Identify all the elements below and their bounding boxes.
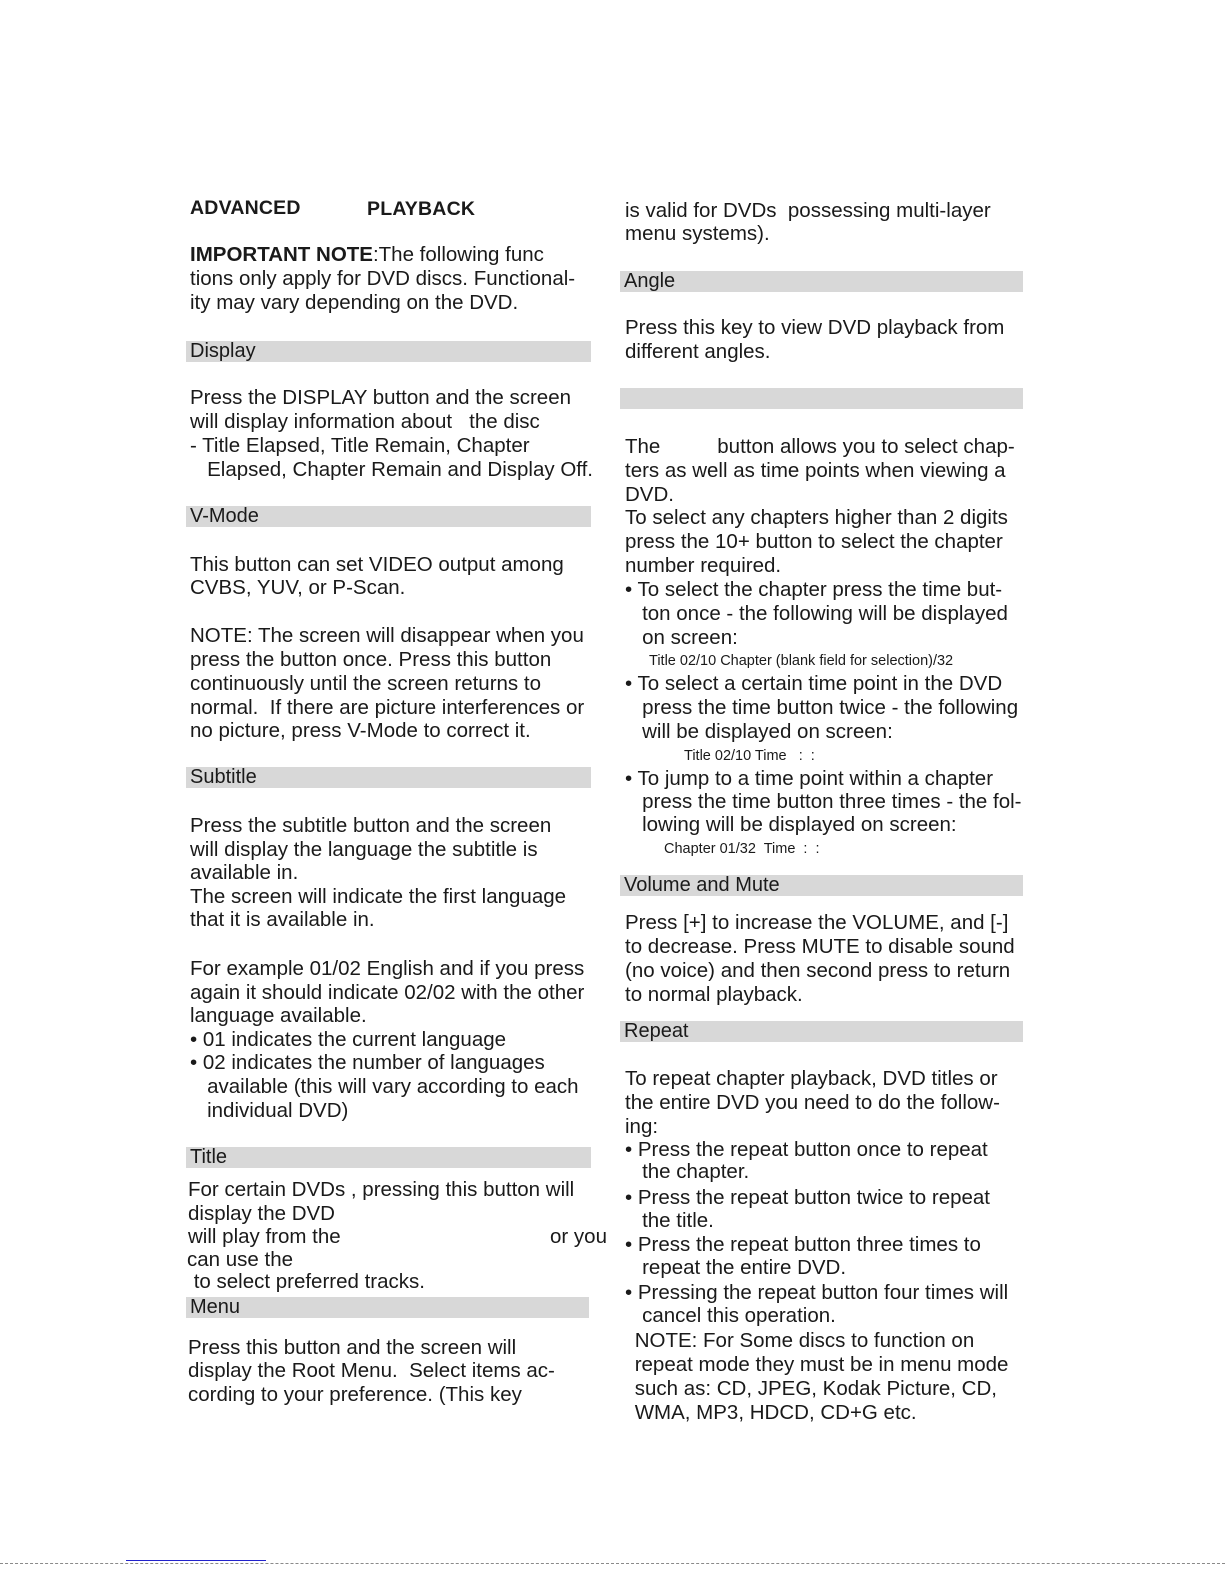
repeat-line: • Press the repeat button twice to repeat (625, 1186, 990, 1209)
time-line: on screen: (625, 626, 738, 649)
time-line: lowing will be displayed on screen: (625, 813, 957, 836)
repeat-line: the title. (625, 1209, 714, 1232)
time-line: press the 10+ button to select the chapter (625, 530, 1003, 553)
section-title-display: Display (190, 340, 256, 362)
time-line: press the time button twice - the following (625, 696, 1019, 719)
menu-cont-line: is valid for DVDs possessing multi-layer (625, 199, 991, 222)
section-bar-time (620, 388, 1023, 409)
title-line: For certain DVDs , pressing this button will (188, 1178, 575, 1201)
subtitle-line: will display the language the subtitle is (190, 838, 538, 861)
time-line: To select any chapters higher than 2 digits (625, 506, 1008, 529)
display-line: Press the DISPLAY button and the screen (190, 386, 572, 409)
title-line: to select preferred tracks. (188, 1270, 425, 1293)
title-line: can use the (187, 1248, 293, 1271)
subtitle-line: For example 01/02 English and if you press (190, 957, 585, 980)
section-title-subtitle: Subtitle (190, 766, 257, 788)
important-note-label: IMPORTANT NOTE (190, 243, 373, 266)
repeat-line: To repeat chapter playback, DVD titles or (625, 1067, 998, 1090)
screen-display-example: Title 02/10 Chapter (blank field for selection)/32 (649, 653, 954, 669)
menu-cont-line: menu systems). (625, 222, 770, 245)
repeat-line: repeat the entire DVD. (625, 1256, 847, 1279)
section-title-vmode: V-Mode (190, 505, 259, 527)
subtitle-line: Press the subtitle button and the screen (190, 814, 552, 837)
vmode-line: press the button once. Press this button (190, 648, 552, 671)
time-line: press the time button three times - the fol- (625, 790, 1022, 813)
important-note-line-1: IMPORTANT NOTE:The following func (190, 243, 544, 266)
important-note-line-3: ity may vary depending on the DVD. (190, 291, 519, 314)
title-line: display the DVD (188, 1202, 335, 1225)
repeat-line: cancel this operation. (625, 1304, 836, 1327)
volume-line: (no voice) and then second press to return (625, 959, 1011, 982)
section-bar-subtitle (186, 767, 591, 788)
section-bar-menu (186, 1297, 589, 1318)
vmode-line: normal. If there are picture interferences or (190, 696, 585, 719)
time-line: • To select the chapter press the time but- (625, 578, 1003, 601)
section-bar-vmode (186, 506, 591, 527)
menu-line: display the Root Menu. Select items ac- (188, 1359, 555, 1382)
menu-line: cording to your preference. (This key (188, 1383, 522, 1406)
page-bottom-border (0, 1563, 1225, 1564)
time-line: • To jump to a time point within a chapter (625, 767, 994, 790)
subtitle-line: language available. (190, 1004, 367, 1027)
section-bar-display (186, 341, 591, 362)
repeat-note-line: NOTE: For Some discs to function on (629, 1329, 975, 1352)
menu-line: Press this button and the screen will (188, 1336, 517, 1359)
repeat-note-line: such as: CD, JPEG, Kodak Picture, CD, (629, 1377, 997, 1400)
subtitle-line: again it should indicate 02/02 with the other (190, 981, 585, 1004)
screen-display-example: Chapter 01/32 Time : : (664, 841, 820, 857)
vmode-line: NOTE: The screen will disappear when you (190, 624, 584, 647)
volume-line: to normal playback. (625, 983, 803, 1006)
section-title-repeat: Repeat (624, 1020, 689, 1042)
heading-advanced: ADVANCED (190, 197, 301, 219)
time-line: The button allows you to select chap- (625, 435, 1015, 458)
subtitle-line: that it is available in. (190, 908, 375, 931)
footer-link-underline (126, 1560, 266, 1561)
display-line: Elapsed, Chapter Remain and Display Off. (190, 458, 593, 481)
time-line: number required. (625, 554, 782, 577)
time-line: will be displayed on screen: (625, 720, 893, 743)
important-note-line-2: tions only apply for DVD discs. Functional- (190, 267, 576, 290)
time-line: ters as well as time points when viewing a (625, 459, 1006, 482)
subtitle-line: available (this will vary according to each (190, 1075, 579, 1098)
repeat-line: • Press the repeat button three times to (625, 1233, 981, 1256)
repeat-line: the chapter. (625, 1160, 750, 1183)
title-line: or you (550, 1225, 607, 1248)
subtitle-line: • 01 indicates the current language (190, 1028, 507, 1051)
subtitle-line: • 02 indicates the number of languages (190, 1051, 545, 1074)
time-line: DVD. (625, 483, 674, 506)
vmode-line: CVBS, YUV, or P-Scan. (190, 576, 406, 599)
title-line: will play from the (188, 1225, 341, 1248)
section-bar-repeat (620, 1021, 1023, 1042)
display-line: - Title Elapsed, Title Remain, Chapter (190, 434, 530, 457)
time-line: ton once - the following will be displayed (625, 602, 1008, 625)
repeat-line: ing: (625, 1115, 659, 1138)
section-title-volume: Volume and Mute (624, 874, 780, 896)
display-line: will display information about the disc (190, 410, 540, 433)
subtitle-line: individual DVD) (190, 1099, 349, 1122)
section-bar-volume (620, 875, 1023, 896)
angle-line: different angles. (625, 340, 771, 363)
repeat-line: • Pressing the repeat button four times will (625, 1281, 1009, 1304)
section-bar-title (186, 1147, 591, 1168)
section-title-menu: Menu (190, 1296, 241, 1318)
repeat-note-line: repeat mode they must be in menu mode (629, 1353, 1009, 1376)
repeat-line: • Press the repeat button once to repeat (625, 1138, 988, 1161)
volume-line: Press [+] to increase the VOLUME, and [-] (625, 911, 1009, 934)
repeat-note-line: WMA, MP3, HDCD, CD+G etc. (629, 1401, 917, 1424)
vmode-line: no picture, press V-Mode to correct it. (190, 719, 531, 742)
heading-playback: PLAYBACK (367, 198, 476, 220)
volume-line: to decrease. Press MUTE to disable sound (625, 935, 1015, 958)
screen-display-example: Title 02/10 Time : : (684, 748, 815, 764)
vmode-line: continuously until the screen returns to (190, 672, 541, 695)
vmode-line: This button can set VIDEO output among (190, 553, 564, 576)
angle-line: Press this key to view DVD playback from (625, 316, 1005, 339)
section-bar-angle (620, 271, 1023, 292)
time-line: • To select a certain time point in the DVD (625, 672, 1003, 695)
subtitle-line: available in. (190, 861, 299, 884)
section-title-angle: Angle (624, 270, 676, 292)
subtitle-line: The screen will indicate the first language (190, 885, 567, 908)
section-title-title: Title (190, 1146, 228, 1168)
repeat-line: the entire DVD you need to do the follow- (625, 1091, 1000, 1114)
